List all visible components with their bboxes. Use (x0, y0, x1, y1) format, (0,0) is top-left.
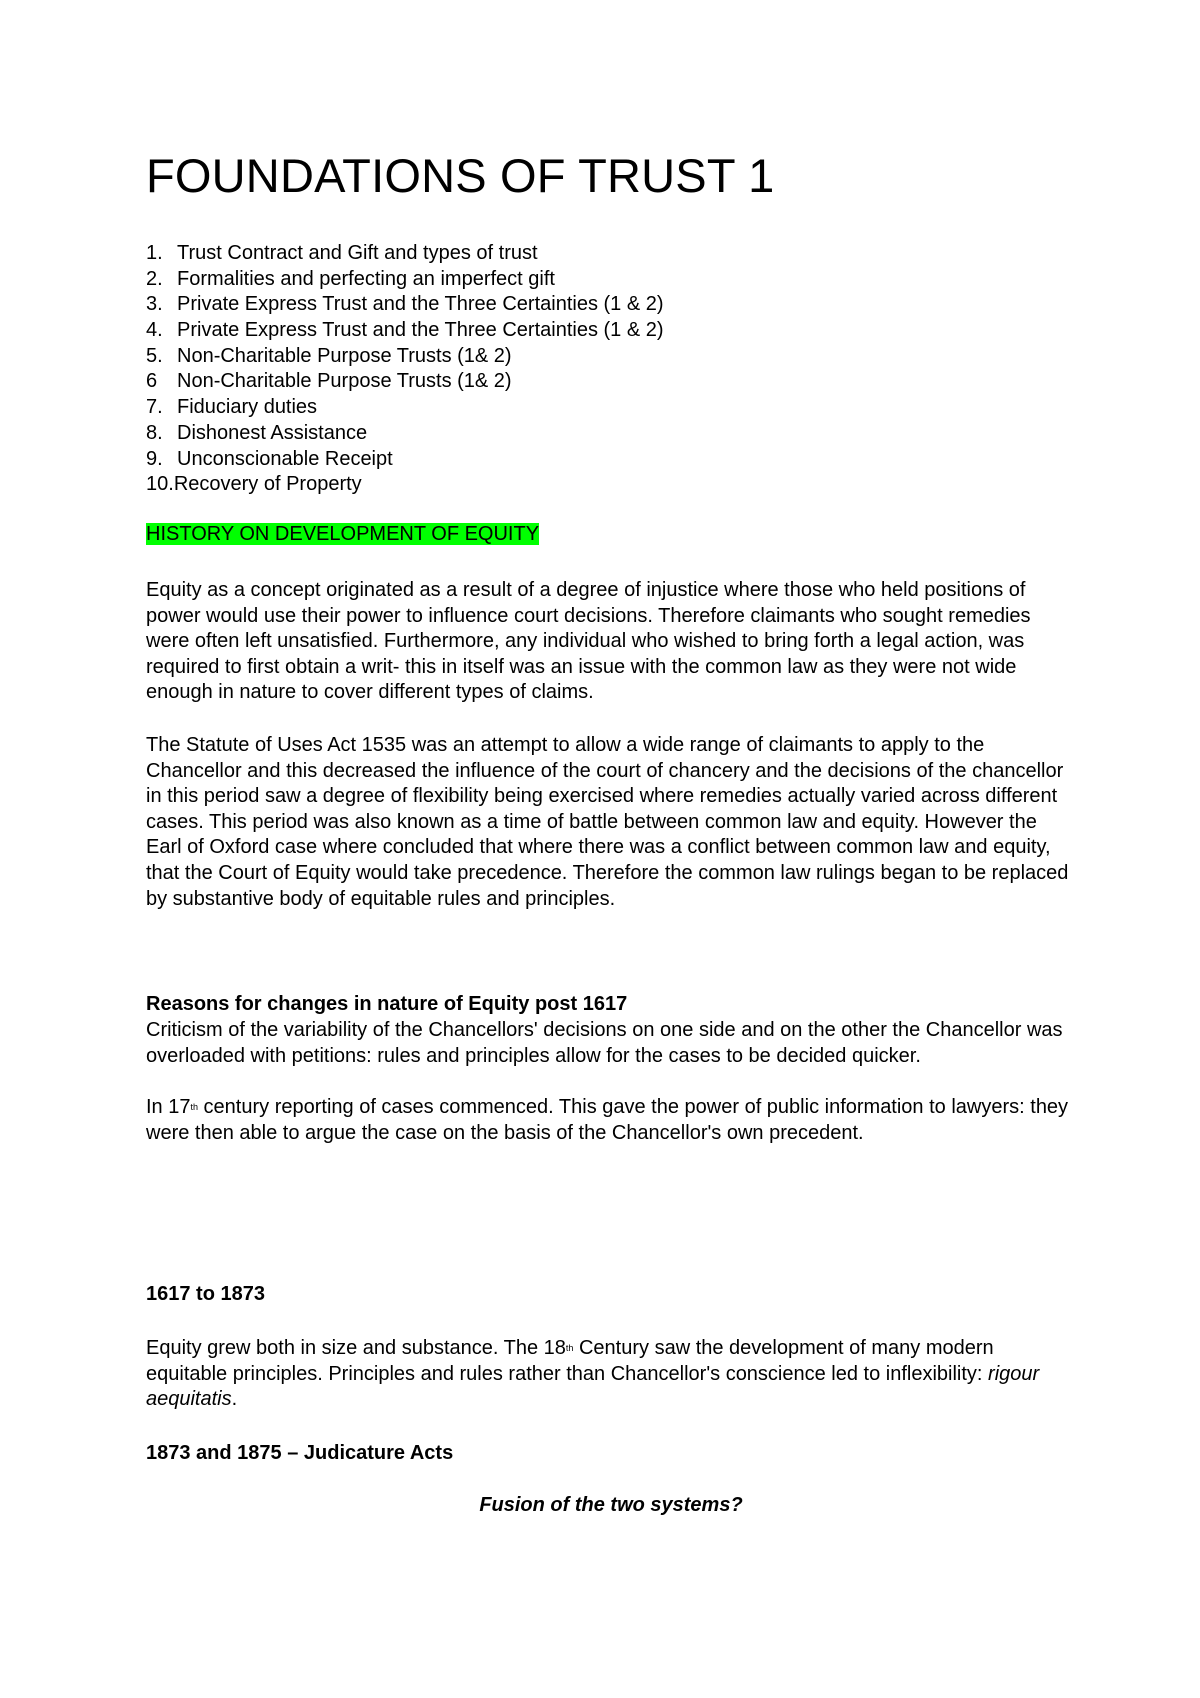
toc-item: 4. Private Express Trust and the Three Certainties (1 & 2) (146, 319, 664, 342)
period-paragraph: Equity grew both in size and substance. The 18th Century saw the development of many modern equitable principles. Principles and rules rather than Chancellor's conscience led to inflexibility: rigour aequitatis. (146, 1337, 1040, 1411)
toc-item: 3. Private Express Trust and the Three Certainties (1 & 2) (146, 293, 664, 316)
paragraph-statute-of-uses: The Statute of Uses Act 1535 was an attempt to allow a wide range of claimants to apply to the Chancellor and this decreased the influence of the court of chancery and the decisions of the chancellor in this period saw a degree of flexibility being exercised where remedies actually varied across different cases. This period was also known as a time of battle between common law and equity. However the Earl of Oxford case where concluded that where there was a conflict between common law and equity, that the Court of Equity would take precedence. Therefore the common law rulings began to be replaced by substantive body of equitable rules and principles. (146, 734, 1069, 910)
toc-item: 7. Fiduciary duties (146, 396, 318, 419)
toc-item: 1. Trust Contract and Gift and types of trust (146, 242, 538, 264)
toc-item: 6 Non-Charitable Purpose Trusts (1& 2) (146, 370, 512, 393)
history-heading: HISTORY ON DEVELOPMENT OF EQUITY (146, 523, 540, 545)
judicature-heading: 1873 and 1875 – Judicature Acts (146, 1442, 454, 1464)
document-title: FOUNDATIONS OF TRUST 1 (146, 149, 775, 202)
toc-item: 5. Non-Charitable Purpose Trusts (1& 2) (146, 344, 512, 367)
toc-item: 2. Formalities and perfecting an imperfect gift (146, 267, 555, 290)
reasons-heading: Reasons for changes in nature of Equity post 1617 (146, 993, 628, 1015)
reasons-paragraph-1: Criticism of the variability of the Chancellors' decisions on one side and on the other the Chancellor was overloaded with petitions: rules and principles allow for the cases to be decided quicker. (146, 1019, 1063, 1067)
table-of-contents (146, 241, 664, 498)
fusion-heading: Fusion of the two systems? (479, 1494, 743, 1516)
toc-item: 10. Recovery of Property (146, 473, 362, 496)
toc-item: 8. Dishonest Assistance (146, 421, 368, 444)
period-heading: 1617 to 1873 (146, 1283, 265, 1305)
toc-item: 9. Unconscionable Receipt (146, 447, 393, 470)
reasons-paragraph-2: In 17th century reporting of cases commenced. This gave the power of public information to lawyers: they were then able to argue the case on the basis of the Chancellor's own precedent. (146, 1096, 1069, 1144)
paragraph-equity-origins: Equity as a concept originated as a result of a degree of injustice where those who held positions of power would use their power to influence court decisions. Therefore claimants who sought remedies were often left unsatisfied. Furthermore, any individual who wished to bring forth a legal action, was required to first obtain a writ- this in itself was an issue with the common law as they were not wide enough in nature to cover different types of claims. (146, 579, 1031, 704)
